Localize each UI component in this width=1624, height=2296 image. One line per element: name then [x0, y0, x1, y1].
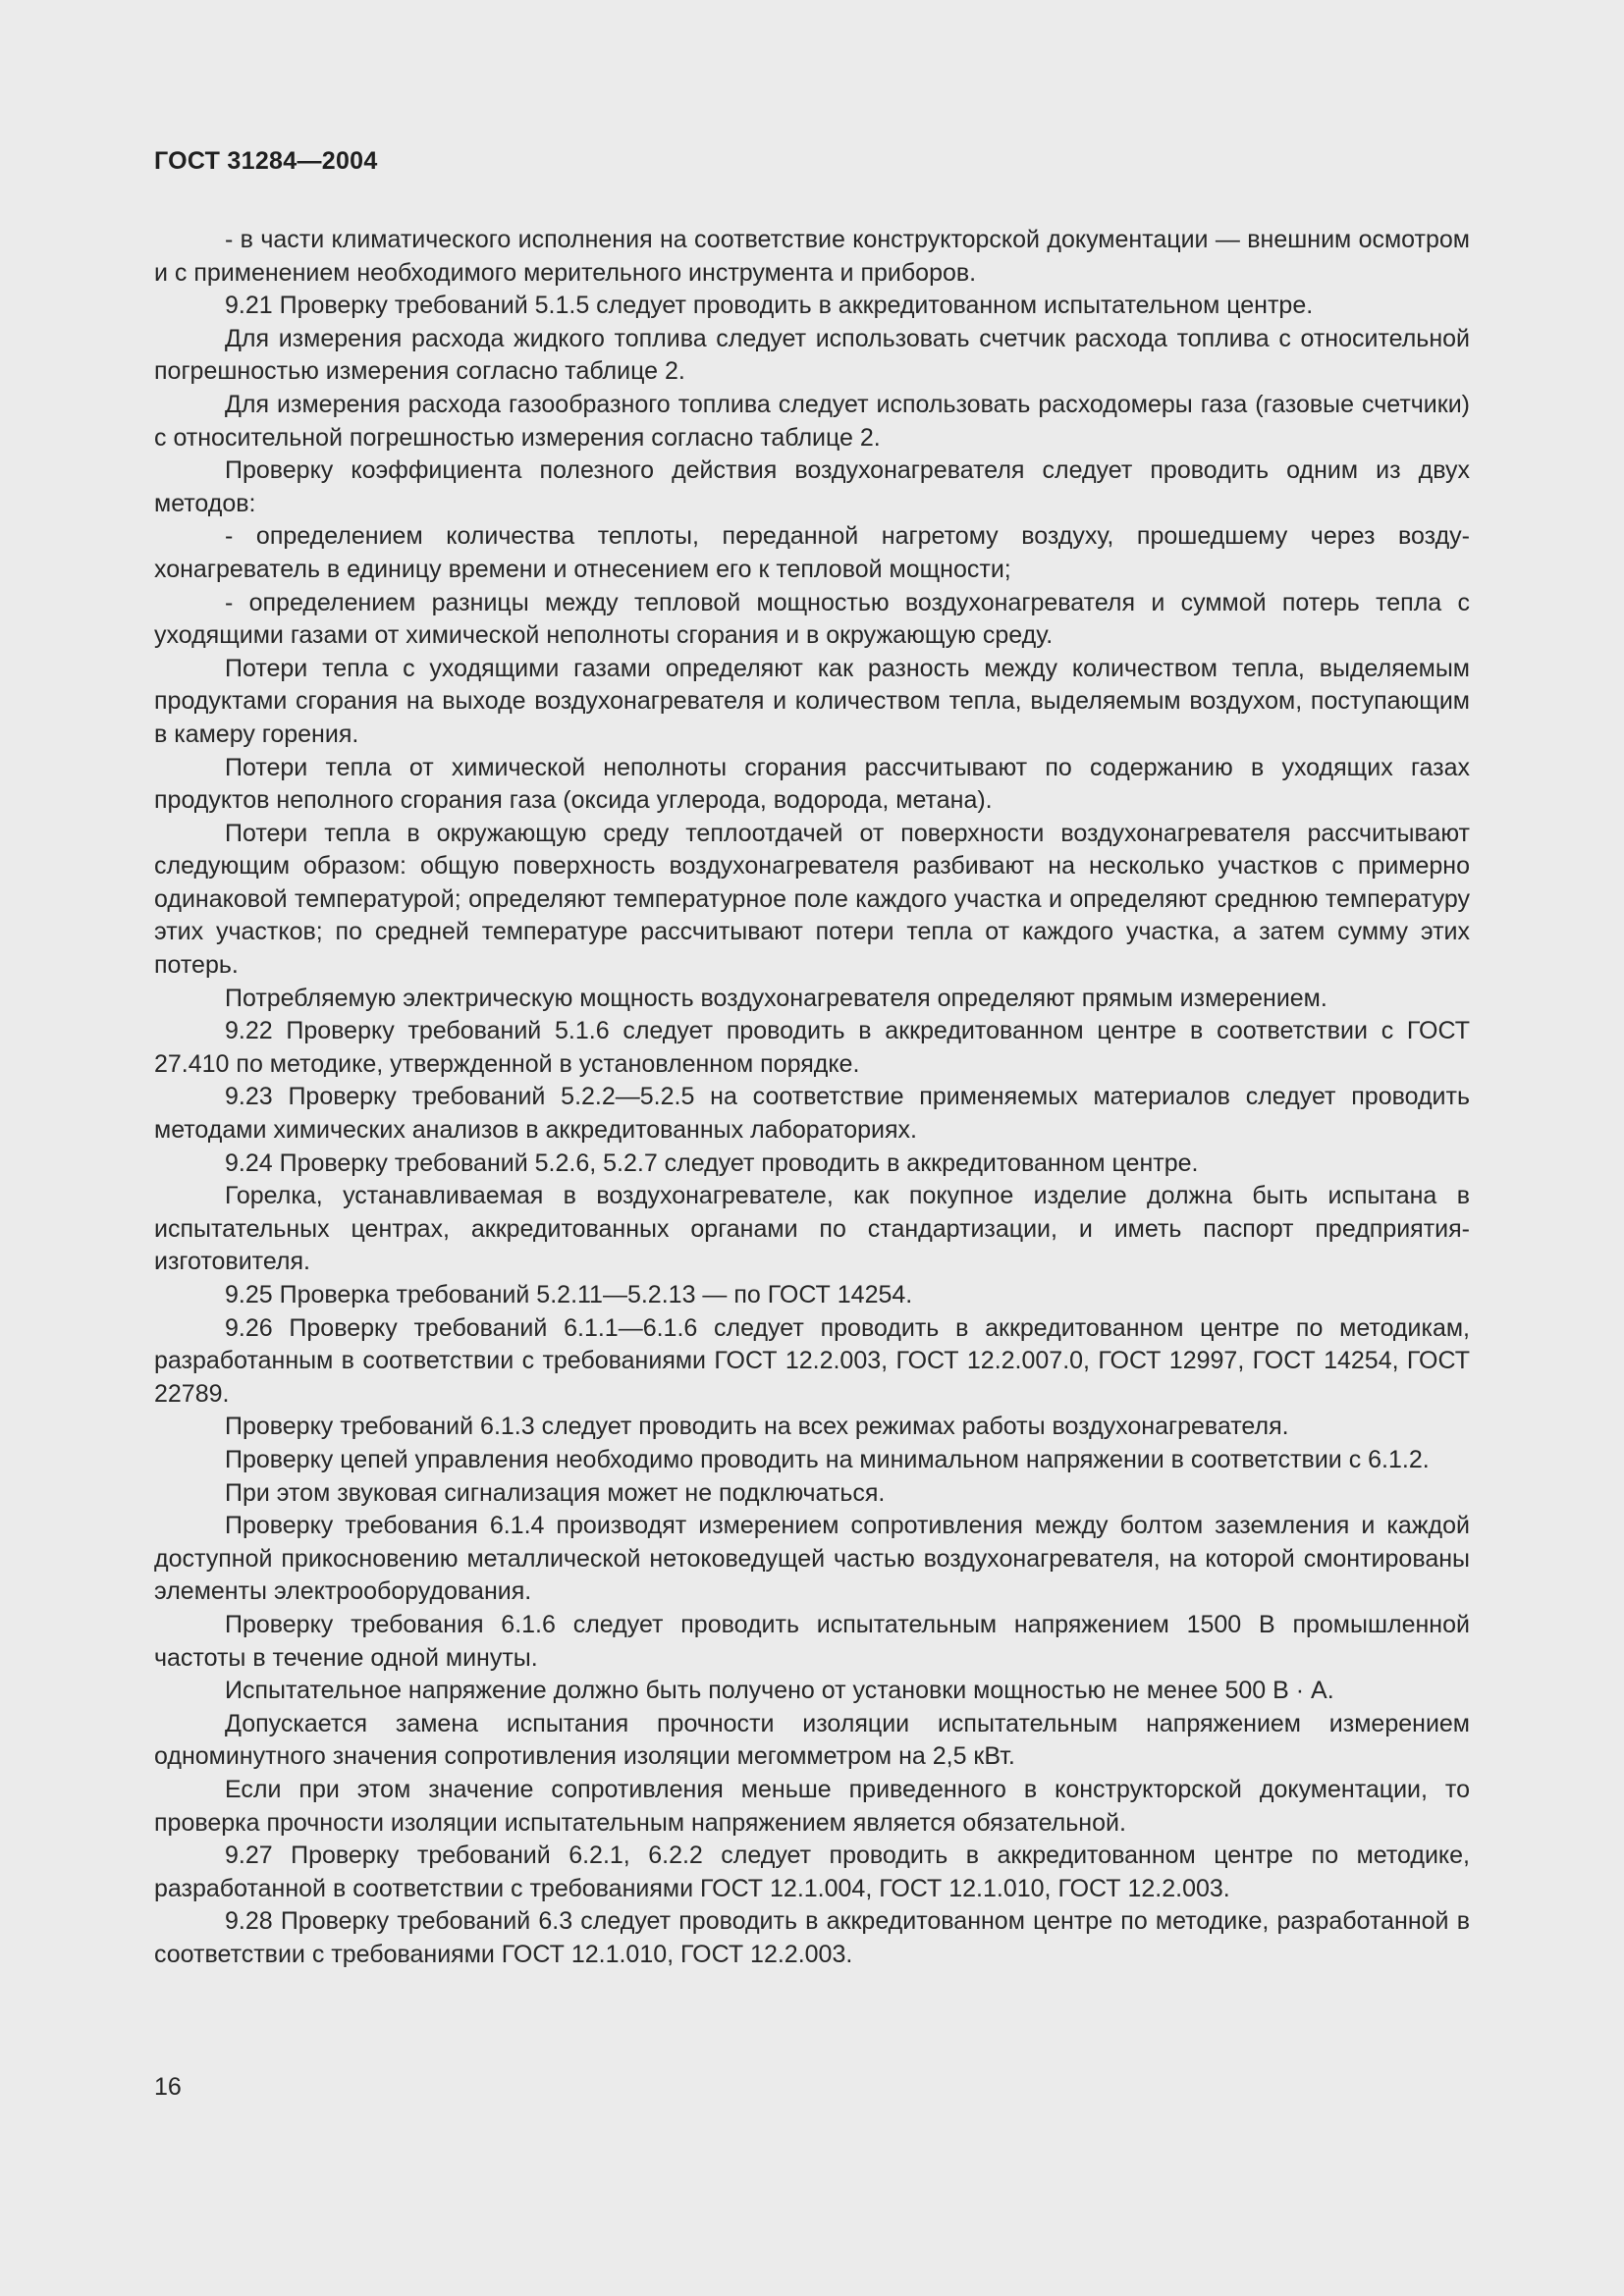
paragraph: Потери тепла от химической неполноты сгорания рассчитывают по содержанию в уходящих газах продуктов неполного сгорания газа (оксида углерода, водорода, метана). — [154, 753, 1470, 815]
paragraph: Потери тепла в окружающую среду теплоотдачей от поверхности воздухонагревателя рассчитывают следующим образом: общую поверхность воздухонагревателя разбивают на несколько участков с примерно одинаковой температурой; определяют температурное поле каждого участка и определяют среднюю температуру этих участков; по средней температуре рассчитывают потери тепла от каждого участка, а затем сумму этих потерь. — [154, 819, 1470, 980]
paragraph: Для измерения расхода жидкого топлива следует использовать счетчик расхода топлива с относительной погрешностью измерения согласно таблице 2. — [154, 324, 1470, 386]
paragraph: Проверку требования 6.1.4 производят измерением сопротивления между болтом заземления и каждой доступной прикосновению металлической нетоковедущей частью воздухонагревателя, на которой смонтированы элементы электрооборудования. — [154, 1512, 1470, 1606]
document-code-header: ГОСТ 31284—2004 — [154, 147, 378, 175]
paragraph: Для измерения расхода газообразного топлива следует использовать расходомеры газа (газовые счетчики) с относительной погрешностью измерения согласно таблице 2. — [154, 390, 1470, 452]
paragraph: 9.23 Проверку требований 5.2.2—5.2.5 на соответствие применяемых материалов следует проводить методами химических анализов в аккредитованных лабораториях. — [154, 1083, 1470, 1145]
paragraph: Потери тепла с уходящими газами определяют как разность между количеством тепла, выделяемым продуктами сгорания на выходе воздухонагревателя и количеством тепла, выделяемым воздухом, поступающим в камеру горения. — [154, 654, 1470, 748]
paragraph: - определением количества теплоты, переданной нагретому воздуху, прошедшему через воздухонагреватель в единицу времени и отнесением его к тепловой мощности; — [154, 522, 1470, 583]
paragraph: 9.27 Проверку требований 6.2.1, 6.2.2 следует проводить в аккредитованном центре по методике, разработанной в соответствии с требованиями ГОСТ 12.1.004, ГОСТ 12.1.010, ГОСТ 12.2.003. — [154, 1842, 1470, 1902]
paragraph: 9.21 Проверку требований 5.1.5 следует проводить в аккредитованном испытательном центре. — [225, 292, 1314, 320]
paragraph: 9.22 Проверку требований 5.1.6 следует проводить в аккредитованном центре в соответствии с ГОСТ 27.410 по методике, утвержденной в установленном порядке. — [154, 1017, 1470, 1078]
paragraph: Проверку требований 6.1.3 следует проводить на всех режимах работы воздухонагревателя. — [225, 1413, 1289, 1441]
paragraph: Горелка, устанавливаемая в воздухонагревателе, как покупное изделие должна быть испытана в испытательных центрах, аккредитованных органами по стандартизации, и иметь паспорт предприятия-изготовителя. — [154, 1182, 1470, 1276]
paragraph: Если при этом значение сопротивления меньше приведенного в конструкторской документации, то проверка прочности изоляции испытательным напряжением является обязательной. — [154, 1775, 1470, 1837]
paragraph: Испытательное напряжение должно быть получено от установки мощностью не менее 500 В · А. — [225, 1677, 1334, 1705]
document-body — [154, 224, 1470, 1971]
paragraph: 9.25 Проверка требований 5.2.11—5.2.13 — по ГОСТ 14254. — [225, 1281, 913, 1308]
page-number: 16 — [154, 2073, 182, 2101]
paragraph: - в части климатического исполнения на соответствие конструкторской документации — внешним осмотром и с применением необходимого мерительного инструмента и приборов. — [154, 226, 1470, 287]
paragraph: Проверку цепей управления необходимо проводить на минимальном напряжении в соответствии с 6.1.2. — [225, 1445, 1430, 1473]
paragraph: Проверку коэффициента полезного действия воздухонагревателя следует проводить одним из двух методов: — [154, 456, 1470, 517]
paragraph: 9.28 Проверку требований 6.3 следует проводить в аккредитованном центре по методике, разработанной в соответствии с требованиями ГОСТ 12.1.010, ГОСТ 12.2.003. — [154, 1907, 1470, 1968]
paragraph: При этом звуковая сигнализация может не подключаться. — [225, 1478, 886, 1507]
paragraph: 9.24 Проверку требований 5.2.6, 5.2.7 следует проводить в аккредитованном центре. — [225, 1148, 1199, 1177]
paragraph: Потребляемую электрическую мощность воздухонагревателя определяют прямым измерением. — [225, 984, 1327, 1012]
paragraph: Проверку требования 6.1.6 следует проводить испытательным напряжением 1500 В промышленной частоты в течение одной минуты. — [154, 1610, 1470, 1672]
paragraph: Допускается замена испытания прочности изоляции испытательным напряжением измерением одноминутного значения сопротивления изоляции мегомметром на 2,5 кВт. — [154, 1709, 1470, 1771]
paragraph: 9.26 Проверку требований 6.1.1—6.1.6 следует проводить в аккредитованном центре по методикам, разработанным в соответствии с требованиями ГОСТ 12.2.003, ГОСТ 12.2.007.0, ГОСТ 12997, ГОСТ 14254, ГОСТ 22789. — [154, 1313, 1470, 1408]
paragraph: - определением разницы между тепловой мощностью воздухонагревателя и суммой потерь тепла с уходящими газами от химической неполноты сгорания и в окружающую среду. — [154, 588, 1470, 650]
